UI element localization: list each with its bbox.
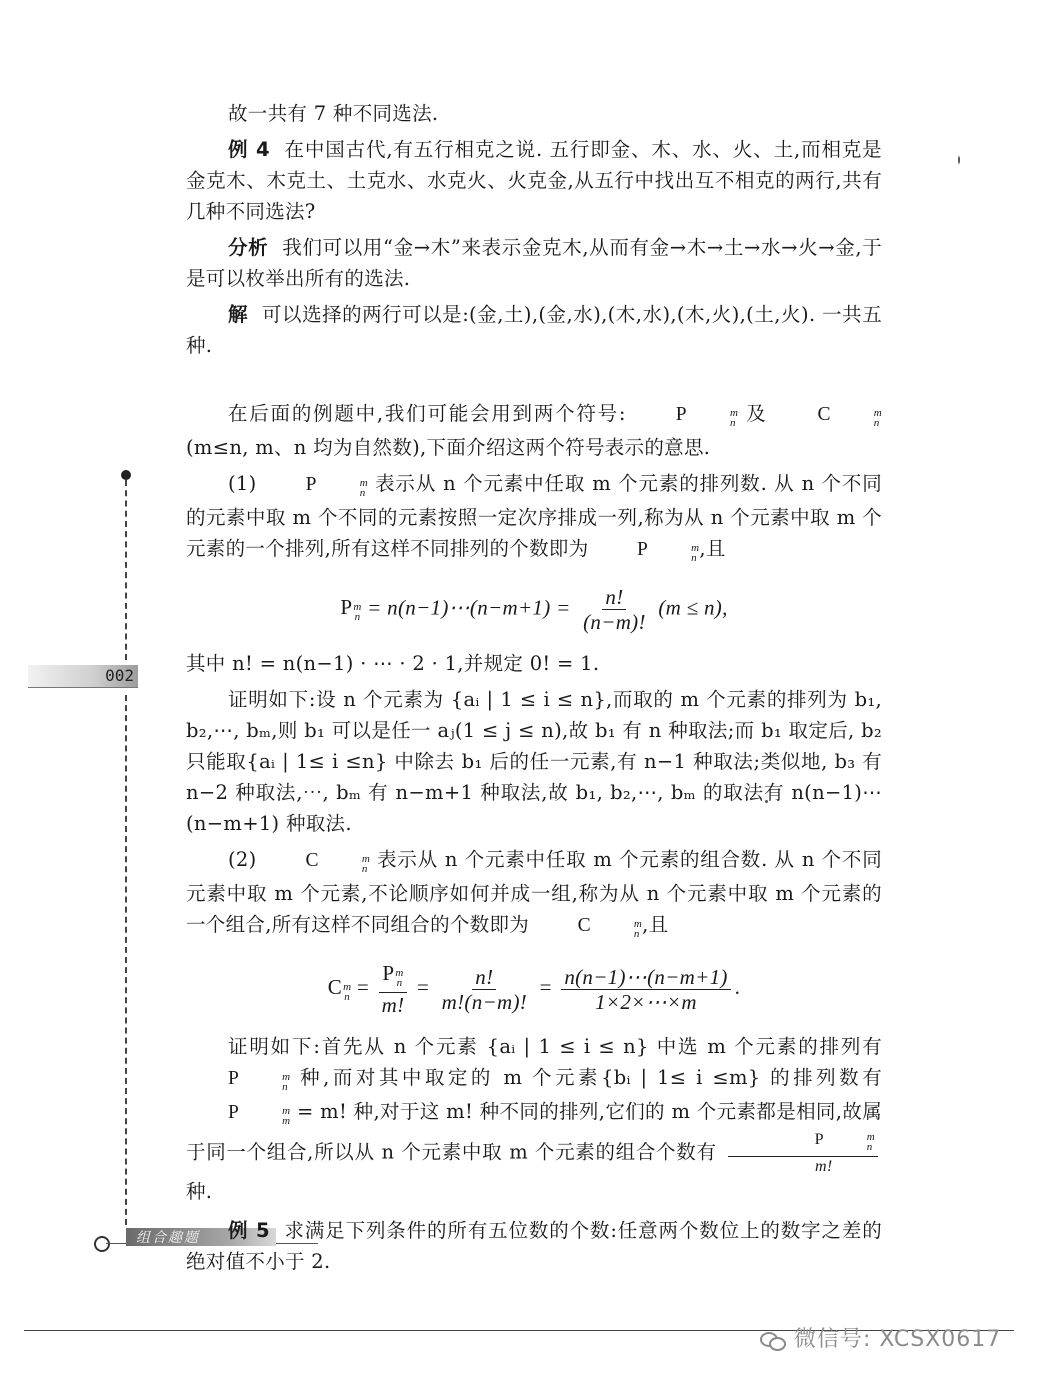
perm-text-end: ,且	[699, 537, 726, 560]
comb-symbol: C m n	[305, 850, 371, 875]
footer-circle-icon	[94, 1236, 110, 1252]
formula1-denominator: (n−m)!	[583, 610, 646, 634]
solution-label: 解	[228, 303, 249, 326]
proof-1	[186, 684, 882, 839]
formula2-denominator-1: m!	[381, 993, 405, 1017]
proof-2-text-d: 种.	[186, 1180, 213, 1203]
analysis-paragraph	[186, 232, 882, 294]
formula2-denominator-3: 1×2×⋯×m	[595, 989, 697, 1014]
perm-symbol: P m n	[675, 404, 739, 429]
perm-symbol: P m n	[814, 1131, 876, 1153]
proof-2	[186, 1031, 882, 1207]
example-4-label: 例 4	[228, 138, 270, 161]
intro-paragraph	[186, 98, 882, 129]
perm-number: (1)	[228, 472, 257, 495]
combination-definition	[186, 844, 882, 943]
symbols-intro	[186, 398, 882, 463]
perm-symbol: P m n	[340, 595, 362, 624]
analysis-text: 我们可以用“金→木”来表示金克木,从而有金→木→土→水→火→金,于是可以枚举出所有的选法.	[186, 236, 882, 290]
intro-text: 故一共有 7 种不同选法.	[228, 102, 439, 125]
formula1-expansion: = n(n−1)⋯(n−m+1) =	[367, 595, 571, 620]
footer-title: 组合趣题	[136, 1230, 200, 1246]
margin-dashed-line-lower	[125, 695, 127, 1225]
perm-symbol: P m n	[228, 1068, 291, 1093]
solution-paragraph	[186, 299, 882, 361]
equals-sign: =	[416, 974, 430, 999]
symbols-text-c: (m≤n, m、n 均为自然数),下面介绍这两个符号表示的意思.	[186, 436, 711, 459]
proof-2-text-a: 证明如下:首先从 n 个元素 {aᵢ | 1 ≤ i ≤ n} 中选 m 个元素的排列有	[228, 1035, 882, 1058]
equals-sign: =	[539, 974, 552, 999]
equals-sign: =	[356, 974, 370, 999]
symbols-text-a: 在后面的例题中,我们可能会用到两个符号:	[228, 402, 626, 425]
comb-number: (2)	[228, 848, 257, 871]
formula1-numerator: n!	[602, 585, 626, 610]
permutation-definition	[186, 468, 882, 567]
watermark	[760, 1322, 1001, 1353]
analysis-label: 分析	[228, 236, 269, 259]
factorial-text: 其中 n! = n(n−1) · ⋯ · 2 · 1,并规定 0! = 1.	[186, 652, 600, 675]
example-5-label: 例 5	[228, 1219, 270, 1242]
section-gap	[186, 366, 882, 398]
formula2-fraction-1	[379, 961, 408, 1017]
proof-1-text: 证明如下:设 n 个元素为 {aᵢ | 1 ≤ i ≤ n},而取的 m 个元素的排列为 b₁, b₂,⋯, bₘ,则 b₁ 可以是任一 aⱼ(1 ≤ j ≤ n),故 b₁ 有 n 种取法;而 b₁ 取定后, b₂ 只能取{aᵢ | 1≤ i ≤n} 中除去 b₁ 后的任一元素,有 n−1 种取法;类似地, b₃ 有 n−2 种取法,⋯, bₘ 有 n−m+1 种取法,故 b₁, b₂,⋯, bₘ 的取法有 n(n−1)⋯(n−m+1) 种取法.	[186, 688, 882, 835]
scan-speck	[958, 156, 960, 164]
formula2-fraction-3	[561, 965, 730, 1014]
symbols-text-b: 及	[746, 402, 768, 425]
permutation-formula	[186, 585, 882, 634]
margin-dot	[121, 470, 131, 480]
example-4	[186, 134, 882, 227]
page-number-tab	[28, 665, 138, 688]
formula2-denominator-2: m!(n−m)!	[441, 989, 528, 1014]
solution-text: 可以选择的两行可以是:(金,土),(金,水),(木,水),(木,火),(土,火). 一共五种.	[186, 303, 882, 357]
formula2-period: .	[734, 974, 741, 999]
example-5	[186, 1215, 882, 1277]
comb-symbol: C m n	[817, 404, 883, 429]
perm-text: 表示从 n 个元素中任取 m 个元素的排列数. 从 n 个不同的元素中取 m 个不同的元素按照一定次序排成一列,称为从 n 个元素中取 m 个元素的一个排列,所有这样不同排列的个数即为	[186, 472, 883, 560]
wechat-icon	[760, 1330, 786, 1350]
combination-formula	[186, 961, 882, 1017]
proof-2-denominator: m!	[815, 1158, 833, 1175]
comb-symbol: C m n	[327, 974, 352, 1003]
factorial-definition	[186, 648, 882, 679]
proof-2-fraction	[728, 1130, 878, 1176]
comb-symbol: C m n	[577, 915, 643, 940]
comb-text-end: ,且	[642, 913, 669, 936]
perm-symbol: P m n	[382, 961, 404, 989]
formula2-numerator-2: n!	[472, 965, 496, 990]
margin-dashed-line-upper	[125, 480, 127, 660]
proof-2-text-c: = m! 种,对于这 m! 种不同的排列,它们的 m 个元素都是相同,故属于同一个组合,所以从 n 个元素中取 m 个元素的组合个数有	[186, 1100, 883, 1164]
watermark-text: 微信号: XCSX0617	[794, 1327, 1002, 1352]
perm-symbol: P m n	[305, 474, 368, 499]
page-number: 002	[105, 666, 134, 685]
formula1-fraction	[580, 585, 649, 634]
example-5-text: 求满足下列条件的所有五位数的个数:任意两个数位上的数字之差的绝对值不小于 2.	[186, 1219, 882, 1273]
perm-symbol-mm: P m m	[228, 1102, 291, 1127]
formula1-condition: (m ≤ n),	[658, 595, 728, 620]
formula2-numerator-3: n(n−1)⋯(n−m+1)	[561, 965, 730, 990]
formula2-fraction-2	[439, 965, 530, 1014]
example-4-text: 在中国古代,有五行相克之说. 五行即金、木、水、火、土,而相克是金克木、木克土、土克水、水克火、火克金,从五行中找出互不相克的两行,共有几种不同选法?	[186, 138, 882, 223]
perm-symbol: P m n	[637, 539, 700, 564]
page-body	[186, 98, 882, 1282]
comb-text: 表示从 n 个元素中任取 m 个元素的组合数. 从 n 个不同元素中取 m 个元素,不论顺序如何并成一组,称为从 n 个元素中取 m 个元素的一个组合,所有这样不同组合的个数即为	[186, 848, 883, 936]
proof-2-text-b: 种,而对其中取定的 m 个元素{bᵢ | 1≤ i ≤m} 的排列数有	[300, 1066, 882, 1089]
